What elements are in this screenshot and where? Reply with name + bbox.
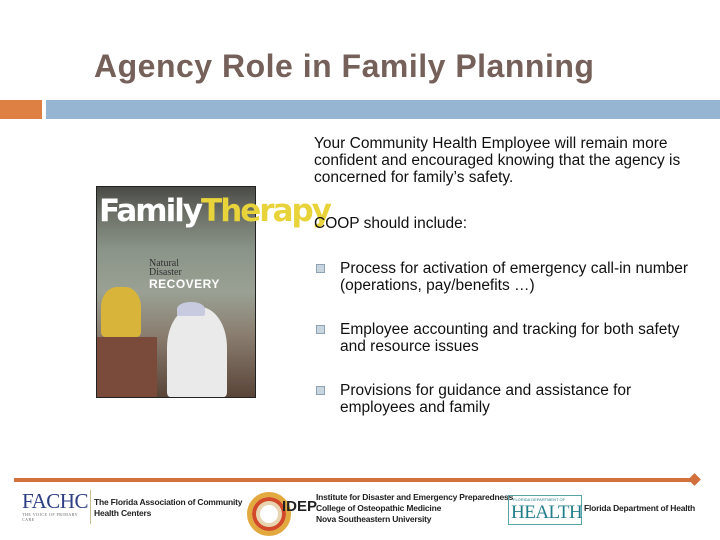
caption-line: Health Centers bbox=[94, 508, 152, 518]
caption-line: College of Osteopathic Medicine bbox=[316, 503, 442, 513]
footer-diamond-icon bbox=[688, 473, 701, 486]
bullet-text: Provisions for guidance and assistance for employees and family bbox=[340, 382, 632, 416]
idep-mark: IDEP bbox=[282, 498, 318, 515]
header-accent-blue bbox=[46, 100, 720, 119]
fachc-tagline: THE VOICE OF PRIMARY CARE bbox=[22, 512, 78, 522]
square-bullet-icon bbox=[316, 386, 325, 395]
health-mark: HEALTH bbox=[511, 502, 583, 523]
health-caption bbox=[584, 503, 695, 514]
bullet-item bbox=[314, 260, 694, 294]
footer-divider bbox=[14, 478, 694, 482]
florida-health-logo bbox=[508, 495, 582, 525]
square-bullet-icon bbox=[316, 264, 325, 273]
square-bullet-icon bbox=[316, 325, 325, 334]
bullet-text: Process for activation of emergency call-in number (operations, pay/benefits …) bbox=[340, 260, 689, 294]
coop-heading: COOP should include: bbox=[314, 215, 468, 232]
slide-body bbox=[314, 135, 694, 443]
cover-headline-big: RECOVERY bbox=[149, 277, 220, 291]
caption-line: Florida Department of Health bbox=[584, 503, 696, 513]
masthead-therapy: Therapy bbox=[201, 193, 330, 229]
cover-figure bbox=[177, 302, 205, 316]
caption-line: Nova Southeastern University bbox=[316, 514, 432, 524]
cover-masthead bbox=[99, 193, 330, 229]
bullet-text: Employee accounting and tracking for both safety and resource issues bbox=[340, 321, 680, 355]
fachc-mark: FACHC bbox=[22, 489, 88, 513]
caption-line: The Florida Association of Community bbox=[94, 497, 243, 507]
magazine-cover-image bbox=[96, 186, 330, 398]
bullet-item bbox=[314, 321, 694, 355]
idep-caption bbox=[316, 492, 513, 525]
intro-paragraph: Your Community Health Employee will remain more confident and encouraged knowing that the agency is concerned for family’s safety. bbox=[314, 135, 681, 186]
cover-headline-small: Natural Disaster bbox=[149, 258, 182, 278]
cover-figure bbox=[167, 307, 227, 397]
fachc-logo bbox=[22, 490, 91, 524]
header-accent-orange bbox=[0, 100, 42, 119]
cover-figure bbox=[101, 287, 141, 337]
fachc-caption bbox=[94, 497, 242, 519]
cover-figure bbox=[97, 337, 157, 397]
caption-line: Institute for Disaster and Emergency Preparedness bbox=[316, 492, 514, 502]
bullet-item bbox=[314, 382, 694, 416]
health-tagline: FLORIDA DEPARTMENT OF bbox=[513, 497, 566, 502]
masthead-family: Family bbox=[99, 193, 202, 229]
slide-title: Agency Role in Family Planning bbox=[94, 48, 595, 84]
